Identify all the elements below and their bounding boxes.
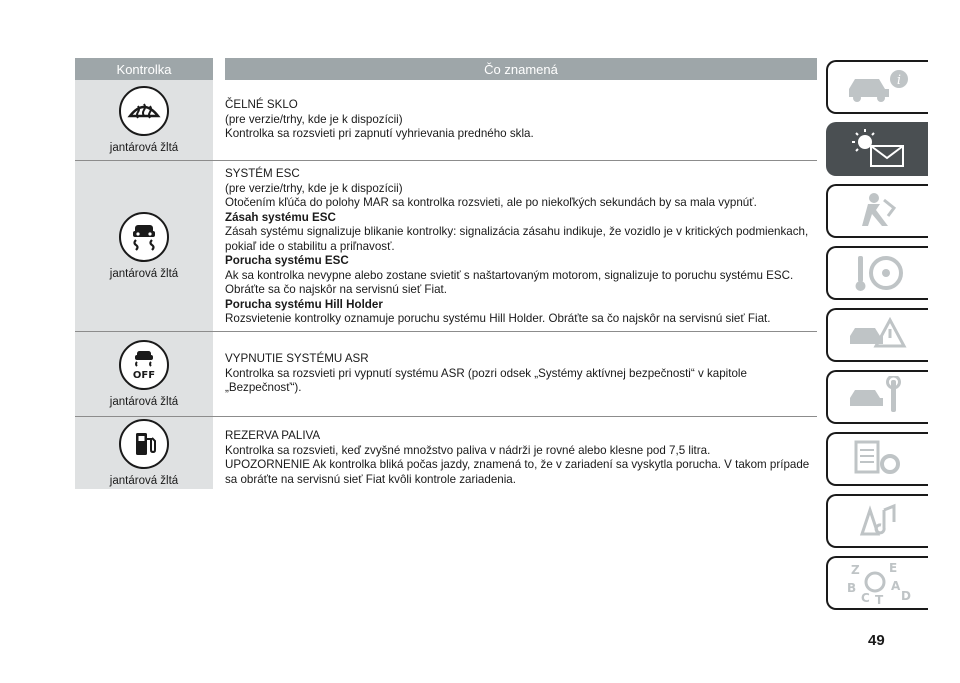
table-row (75, 332, 817, 417)
icon-cell (75, 417, 213, 489)
page-number: 49 (868, 632, 885, 649)
row-title: REZERVA PALIVA (225, 429, 321, 442)
tab-multimedia[interactable] (826, 494, 928, 548)
tab-road-warning[interactable] (826, 308, 928, 362)
svg-text:E: E (889, 561, 898, 575)
row-line: Kontrolka sa rozsvieti, keď zvyšné množstvo paliva v nádrži je rovné alebo klesne pod 7,5 litra. (225, 443, 711, 457)
row-title: ČELNÉ SKLO (225, 98, 298, 111)
tab-car-info[interactable] (826, 60, 928, 114)
off-text: OFF (132, 370, 156, 381)
table-row (75, 417, 817, 489)
steering-key-icon (848, 252, 908, 294)
row-line: Kontrolka sa rozsvieti pri zapnutí vyhrievania predného skla. (225, 127, 534, 140)
meaning-cell (225, 80, 817, 160)
tab-steering-key[interactable] (826, 246, 928, 300)
section-heading: Porucha systému Hill Holder (225, 297, 383, 311)
icon-cell (75, 161, 213, 331)
asr-off-icon (119, 340, 169, 390)
svg-text:i: i (896, 73, 902, 88)
svg-text:D: D (901, 589, 911, 603)
esc-skid-icon (119, 212, 169, 262)
seat-airbag-icon (848, 190, 908, 232)
svg-text:B: B (847, 581, 857, 595)
tab-warning-lights[interactable] (826, 122, 928, 176)
chapter-tabs (826, 60, 928, 618)
tab-seat-airbag[interactable] (826, 184, 928, 238)
warning-lights-table (75, 58, 817, 489)
svg-text:Z: Z (851, 563, 860, 577)
table-row (75, 80, 817, 161)
meaning-cell (225, 332, 817, 416)
meaning-cell (225, 417, 817, 489)
row-line: Otočením kľúča do polohy MAR sa kontrolka rozsvieti, ale po niekoľkých sekundách by sa mala vypnúť. (225, 196, 757, 209)
color-label: jantárová žltá (109, 475, 179, 487)
road-warning-icon (846, 314, 910, 356)
multimedia-icon (848, 500, 908, 542)
car-info-icon (843, 67, 913, 107)
windshield-defrost-icon (119, 86, 169, 136)
svg-text:T: T (875, 593, 884, 606)
icon-cell (75, 80, 213, 160)
color-label: jantárová žltá (109, 142, 179, 154)
section-text: Rozsvietenie kontrolky oznamuje poruchu systému Hill Holder. Obráťte sa čo najskôr na servisnú sieť Fiat. (225, 312, 771, 325)
color-label: jantárová žltá (109, 396, 179, 408)
table-header (75, 58, 817, 80)
row-line: (pre verzie/trhy, kde je k dispozícii) (225, 112, 403, 126)
svg-text:C: C (861, 591, 870, 605)
alphabetical-index-icon (843, 560, 913, 606)
meaning-cell (225, 161, 817, 331)
section-heading: Porucha systému ESC (225, 254, 349, 267)
section-text: Zásah systému signalizuje blikanie kontrolky: signalizácia zásahu indikuje, že vozidlo je v kritických podmienkach, pokiaľ ide o stabilitu a priľnavosť. (225, 225, 809, 253)
header-meaning: Čo znamená (225, 58, 817, 80)
tab-alphabetical-index[interactable] (826, 556, 928, 610)
header-icon: Kontrolka (75, 58, 213, 80)
fuel-reserve-icon (119, 419, 169, 469)
color-label: jantárová žltá (109, 268, 179, 280)
tab-specs-gear[interactable] (826, 432, 928, 486)
row-title: VYPNUTIE SYSTÉMU ASR (225, 352, 369, 365)
row-line: UPOZORNENIE Ak kontrolka bliká počas jazdy, znamená to, že v zariadení sa vyskytla porucha. V takom prípade sa obráťte na servisnú sieť Fiat kvôli kontrole zariadenia. (225, 458, 810, 486)
row-title: SYSTÉM ESC (225, 167, 300, 180)
car-wrench-icon (846, 376, 910, 418)
icon-cell (75, 332, 213, 416)
section-heading: Zásah systému ESC (225, 210, 336, 224)
specs-gear-icon (848, 438, 908, 480)
row-line: (pre verzie/trhy, kde je k dispozícii) (225, 181, 403, 195)
tab-car-wrench[interactable] (826, 370, 928, 424)
warning-lights-icon (843, 128, 913, 170)
row-line: Kontrolka sa rozsvieti pri vypnutí systému ASR (pozri odsek „Systémy aktívnej bezpečnosti“ v kapitole „Bezpečnosť“). (225, 366, 747, 394)
section-text: Ak sa kontrolka nevypne alebo zostane svietiť s naštartovaným motorom, signalizuje to poruchu systému ESC. Obráťte sa čo najskôr na servisnú sieť Fiat. (225, 268, 794, 296)
table-row (75, 161, 817, 332)
svg-text:A: A (891, 579, 901, 593)
